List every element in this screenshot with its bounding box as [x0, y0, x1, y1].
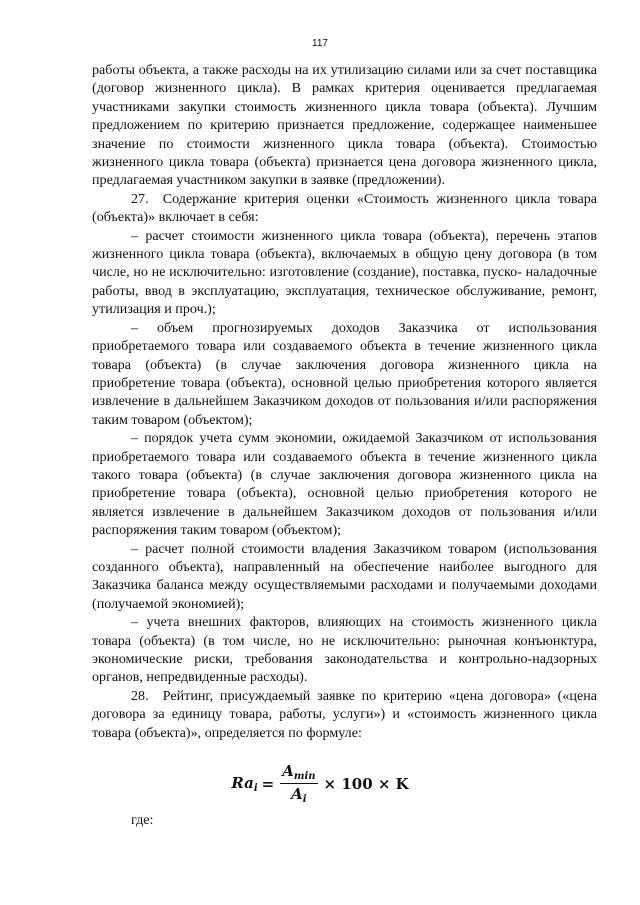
formula-numerator: $A_{min}$ — [282, 762, 316, 782]
paragraph-item-27: 27. Содержание критерия оценки «Стоимость жизненного цикла товара (объекта)» включает в себя: — [92, 190, 597, 226]
list-item: – учета внешних факторов, влияющих на стоимость жизненного цикла товара (объекта) (в том числе, но не исключительно: рыночная конъюнктура, экономические риски, требования законодательства и контрольно-надзорных органов, непредвиденные расходы). — [92, 614, 597, 686]
page-number: 117 — [312, 38, 328, 49]
rating-formula — [0, 762, 640, 805]
where-label: где: — [131, 812, 154, 828]
formula-denominator: $A_i$ — [291, 785, 307, 805]
list-item: – расчет стоимости жизненного цикла товара (объекта), перечень этапов жизненного цикла товара (объекта), включаемых в общую цену договора (в том числе, но не исключительно: изготовление (создание), поставка, пуско- наладочные работы, ввод в эксплуатацию, эксплуатация, техническое обслуживание, ремонт, утилизация и проч.); — [92, 227, 597, 318]
formula-equals: = — [261, 774, 275, 793]
document-body — [92, 61, 597, 742]
paragraph: работы объекта, а также расходы на их утилизацию силами или за счет поставщика (договор жизненного цикла). В рамках критерия оценивается предлагаемая участниками закупки стоимость жизненного цикла товара (объекта). Лучшим предложением по критерию признается предложение, содержащее наименьшее значение по стоимости жизненного цикла товара (объекта). Стоимостью жизненного цикла товара (объекта) признается цена договора жизненного цикла, предлагаемая участником закупки в заявке (предложении). — [92, 62, 597, 189]
formula-multiplier: × 100 × K — [323, 774, 409, 793]
list-item: – порядок учета сумм экономии, ожидаемой Заказчиком от использования приобретаемого товара или создаваемого объекта в течение жизненного цикла такого товара (объекта) (в случае заключения договора жизненного цикла на приобретение товара (объекта), основной целью приобретения которого не является извлечение в дальнейшем Заказчиком доходов от пользования и/или распоряжения таким товаром (объектом); — [92, 430, 597, 539]
formula-lhs: $Ra_i$ — [231, 773, 258, 794]
list-item: – объем прогнозируемых доходов Заказчика от использования приобретаемого товара или создаваемого объекта в течение жизненного цикла товара (объекта) (в случае заключения договора жизненного цикла на приобретение товара (объекта), основной целью приобретения которого является извлечение в дальнейшем Заказчиком доходов от пользования и/или распоряжения таким товаром (объектом); — [92, 319, 597, 428]
list-item: – расчет полной стоимости владения Заказчиком товаром (использования созданного объекта), направленный на обеспечение наиболее выгодного для Заказчика баланса между осуществляемыми расходами и получаемыми доходами (получаемой экономией); — [92, 540, 597, 612]
formula-fraction — [280, 762, 317, 805]
paragraph-item-28: 28. Рейтинг, присуждаемый заявке по критерию «цена договора» («цена договора за единицу товара, работы, услуги») и «стоимость жизненного цикла товара (объекта)», определяется по формуле: — [92, 687, 597, 741]
